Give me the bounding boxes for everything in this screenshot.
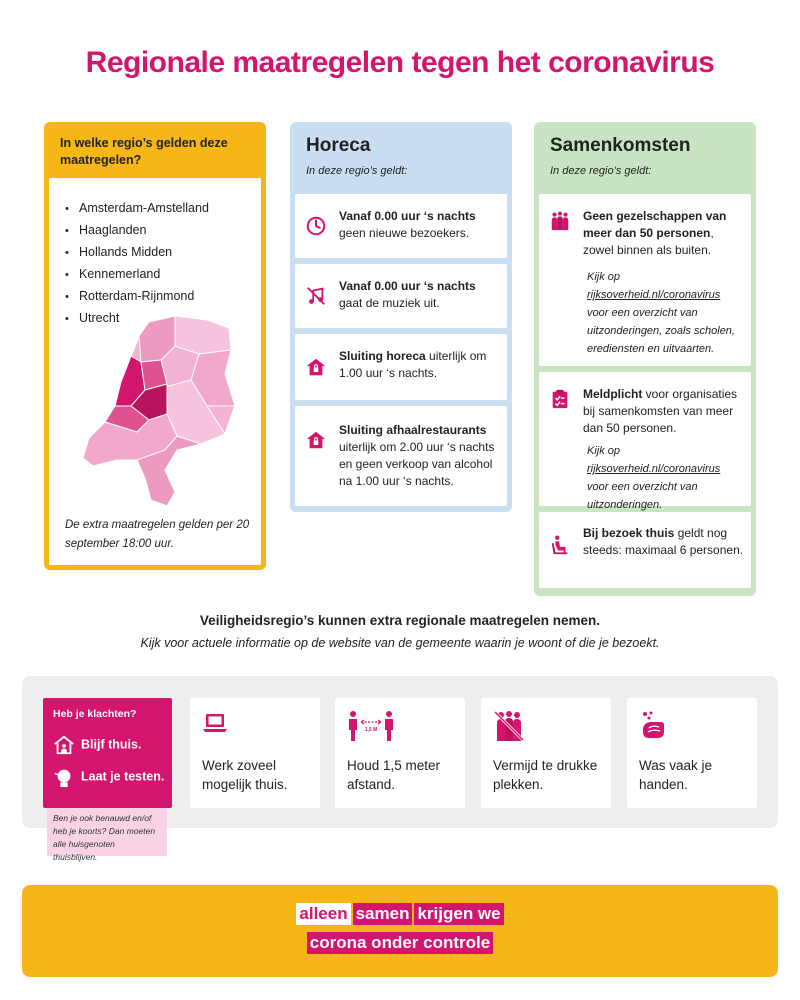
horeca-card [290, 122, 512, 512]
visit-home-icon [549, 534, 571, 556]
slogan-word: samen [353, 903, 413, 925]
horeca-item [295, 334, 507, 400]
samenkomsten-item [539, 372, 751, 511]
page-title: Regionale maatregelen tegen het coronavirus [85, 46, 715, 79]
horeca-subtitle: In deze regio’s geldt: [306, 165, 408, 177]
stay-home-row: Blijf thuis. [53, 734, 141, 756]
tip-text: Vermijd te drukke plekken. [493, 758, 598, 792]
samenkomsten-subtitle: In deze regio’s geldt: [550, 165, 652, 177]
slogan-line-1 [22, 903, 778, 925]
horeca-title: Horeca [306, 135, 371, 156]
no-music-icon [305, 285, 327, 307]
samenkomsten-item-text: Meldplicht voor organisaties bij samenkomsten van meer dan 50 personen. [583, 387, 738, 435]
tip-text: Houd 1,5 meter afstand. [347, 758, 441, 792]
municipality-info-note: Kijk voor actuele informatie op de website van de gemeente waarin je woont of die je bezoekt. [140, 636, 660, 650]
samenkomsten-item-note: Kijk op rijksoverheid.nl/coronavirus voor een overzicht van uitzonderingen, zoals scholen, erediensten en uitvaarten. [587, 271, 735, 355]
samenkomsten-item [539, 512, 751, 588]
regions-heading: In welke regio’s gelden deze maatregelen? [60, 136, 228, 167]
slogan-word: corona onder controle [307, 932, 493, 954]
samenkomsten-item [539, 194, 751, 366]
horeca-item-text: Sluiting horeca uiterlijk om 1.00 uur ‘s nachts. [339, 349, 487, 380]
locked-house-icon [305, 356, 327, 378]
region-item: • Hollands Midden [65, 242, 209, 264]
regional-measures-note: Veiligheidsregio’s kunnen extra regionale maatregelen nemen. [199, 613, 601, 628]
laptop-icon [202, 710, 228, 736]
klachten-card [43, 698, 172, 808]
group-icon [549, 210, 571, 232]
rijksoverheid-link[interactable]: rijksoverheid.nl/coronavirus [587, 289, 721, 301]
horeca-item-text: Sluiting afhaalrestaurants uiterlijk om 2.00 uur ‘s nachts en geen verkoop van alcohol na 1.00 uur ‘s nachts. [339, 423, 495, 488]
samenkomsten-item-text: Bij bezoek thuis geldt nog steeds: maximaal 6 personen. [583, 526, 744, 557]
samenkomsten-item-text: Geen gezelschappen van meer dan 50 personen, zowel binnen als buiten. [583, 209, 727, 257]
klachten-note: Ben je ook benauwd en/of heb je koorts? Dan moeten alle huisgenoten thuisblijven. [47, 808, 167, 856]
tip-card [335, 698, 465, 808]
slogan-word: alleen [296, 903, 350, 925]
test-swab-icon [53, 766, 75, 788]
crowd-icon [493, 710, 525, 742]
slogan-word: krijgen we [414, 903, 503, 925]
slogan-line-2 [22, 932, 778, 954]
horeca-item [295, 406, 507, 506]
tip-card [627, 698, 757, 808]
tip-card [481, 698, 611, 808]
horeca-item-text: Vanaf 0.00 uur ‘s nachts geen nieuwe bezoekers. [339, 209, 476, 240]
region-item: • Kennemerland [65, 264, 209, 286]
house-icon [53, 734, 75, 756]
region-item: • Haaglanden [65, 220, 209, 242]
netherlands-map [79, 310, 239, 510]
region-item: • Amsterdam-Amstelland [65, 198, 209, 220]
tip-text: Was vaak je handen. [639, 758, 713, 792]
samenkomsten-card [534, 122, 756, 596]
regions-note: De extra maatregelen gelden per 20 september 18:00 uur. [65, 519, 250, 550]
clock-icon [305, 215, 327, 237]
clipboard-icon [549, 388, 571, 410]
samenkomsten-item-note: Kijk op rijksoverheid.nl/coronavirus voor een overzicht van uitzonderingen. [587, 445, 721, 511]
region-item: • Rotterdam-Rijnmond [65, 286, 209, 308]
slogan-banner [22, 885, 778, 977]
klachten-question: Heb je klachten? [53, 708, 137, 720]
get-tested-row: Laat je testen. [53, 766, 164, 788]
samenkomsten-title: Samenkomsten [550, 135, 691, 156]
horeca-item-text: Vanaf 0.00 uur ‘s nachts gaat de muziek uit. [339, 279, 476, 310]
distance-icon [347, 710, 395, 742]
horeca-item [295, 194, 507, 258]
regions-panel [49, 178, 261, 565]
rijksoverheid-link[interactable]: rijksoverheid.nl/coronavirus [587, 463, 721, 475]
region-item: • Utrecht [65, 308, 209, 330]
tip-card [190, 698, 320, 808]
horeca-item [295, 264, 507, 328]
tip-text: Werk zoveel mogelijk thuis. [202, 758, 288, 792]
wash-hands-icon [639, 710, 669, 740]
regions-card [44, 122, 266, 570]
locked-house-icon [305, 429, 327, 451]
distance-icon-label: 1,5 M [364, 727, 378, 733]
